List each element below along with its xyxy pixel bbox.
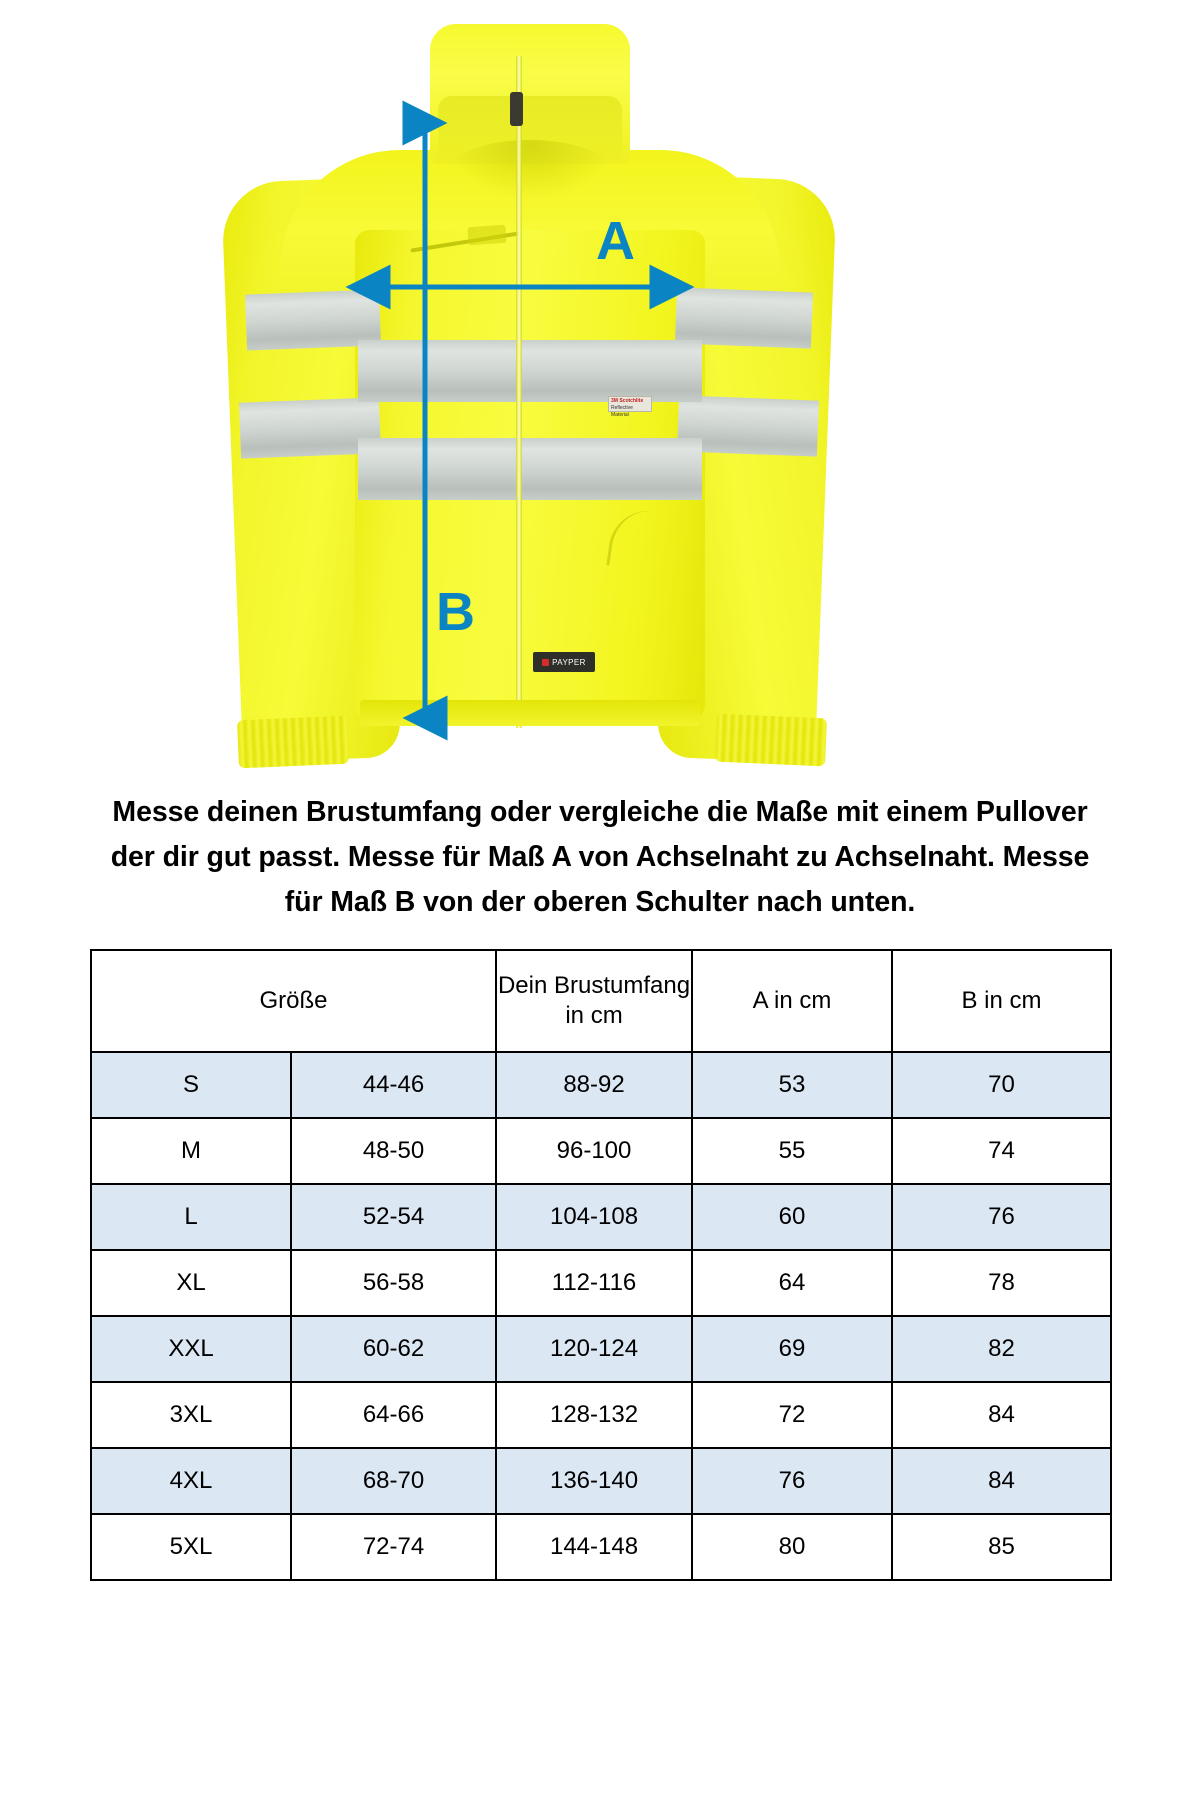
cell-b: 82 — [892, 1316, 1111, 1382]
cell-eu-size: 60-62 — [291, 1316, 496, 1382]
table-row — [91, 1382, 1111, 1448]
table-row — [91, 1052, 1111, 1118]
brand-mark-icon — [542, 659, 549, 666]
cell-eu-size: 52-54 — [291, 1184, 496, 1250]
reflective-tag-line-1: 3M Scotchlite — [611, 398, 644, 404]
col-header-a: A in cm — [692, 950, 892, 1052]
cell-chest: 120-124 — [496, 1316, 692, 1382]
cell-size: 3XL — [91, 1382, 291, 1448]
cell-chest: 104-108 — [496, 1184, 692, 1250]
reflective-tag-line-2: Reflective Material — [611, 405, 633, 418]
cell-a: 72 — [692, 1382, 892, 1448]
cell-b: 74 — [892, 1118, 1111, 1184]
measurement-label-b: B — [436, 582, 475, 642]
cell-chest: 136-140 — [496, 1448, 692, 1514]
size-chart-table — [90, 949, 1112, 1581]
cell-a: 55 — [692, 1118, 892, 1184]
cell-a: 60 — [692, 1184, 892, 1250]
cell-size: 5XL — [91, 1514, 291, 1580]
brand-label — [533, 652, 595, 672]
cell-chest: 112-116 — [496, 1250, 692, 1316]
col-header-size: Größe — [91, 950, 496, 1052]
product-image-panel — [0, 0, 1200, 790]
cell-a: 69 — [692, 1316, 892, 1382]
cell-chest: 144-148 — [496, 1514, 692, 1580]
cell-chest: 128-132 — [496, 1382, 692, 1448]
chest-pocket-flap — [467, 225, 506, 246]
cell-size: M — [91, 1118, 291, 1184]
reflective-stripe-body-upper — [358, 340, 702, 402]
cell-b: 78 — [892, 1250, 1111, 1316]
cell-eu-size: 44-46 — [291, 1052, 496, 1118]
cell-a: 64 — [692, 1250, 892, 1316]
cell-a: 53 — [692, 1052, 892, 1118]
table-row — [91, 1316, 1111, 1382]
cell-size: XL — [91, 1250, 291, 1316]
cell-b: 84 — [892, 1382, 1111, 1448]
cell-eu-size: 64-66 — [291, 1382, 496, 1448]
table-row — [91, 1448, 1111, 1514]
cell-eu-size: 56-58 — [291, 1250, 496, 1316]
table-row — [91, 1118, 1111, 1184]
jacket-hem — [360, 700, 700, 726]
cell-b: 85 — [892, 1514, 1111, 1580]
cell-b: 84 — [892, 1448, 1111, 1514]
cell-size: 4XL — [91, 1448, 291, 1514]
size-table-wrapper — [90, 949, 1110, 1581]
cell-b: 76 — [892, 1184, 1111, 1250]
cell-chest: 88-92 — [496, 1052, 692, 1118]
cell-chest: 96-100 — [496, 1118, 692, 1184]
table-row — [91, 1514, 1111, 1580]
cell-size: XXL — [91, 1316, 291, 1382]
cell-b: 70 — [892, 1052, 1111, 1118]
size-table-body — [91, 1052, 1111, 1580]
col-header-b: B in cm — [892, 950, 1111, 1052]
collar-shadow — [450, 140, 610, 200]
jacket-illustration — [0, 0, 1200, 790]
table-row — [91, 1250, 1111, 1316]
measurement-label-a: A — [596, 211, 635, 271]
table-row — [91, 1184, 1111, 1250]
cell-a: 76 — [692, 1448, 892, 1514]
reflective-material-tag — [608, 396, 652, 418]
measurement-instructions: Messe deinen Brustumfang oder vergleiche die Maße mit einem Pullover der dir gut passt. Messe für Maß A von Achselnaht zu Achselnaht. Messe für Maß B von der oberen Schulter nach unten. — [110, 796, 1090, 918]
front-zipper — [516, 56, 522, 728]
reflective-stripe-body-lower — [358, 438, 702, 500]
table-header-row — [91, 950, 1111, 1052]
left-cuff — [237, 716, 349, 769]
col-header-chest: Dein Brustumfang in cm — [496, 950, 692, 1052]
size-table-head — [91, 950, 1111, 1052]
right-cuff — [715, 714, 827, 767]
brand-label-text: PAYPER — [552, 657, 586, 667]
cell-a: 80 — [692, 1514, 892, 1580]
cell-size: L — [91, 1184, 291, 1250]
cell-eu-size: 68-70 — [291, 1448, 496, 1514]
cell-eu-size: 72-74 — [291, 1514, 496, 1580]
cell-eu-size: 48-50 — [291, 1118, 496, 1184]
cell-size: S — [91, 1052, 291, 1118]
zipper-pull-icon — [510, 92, 523, 126]
